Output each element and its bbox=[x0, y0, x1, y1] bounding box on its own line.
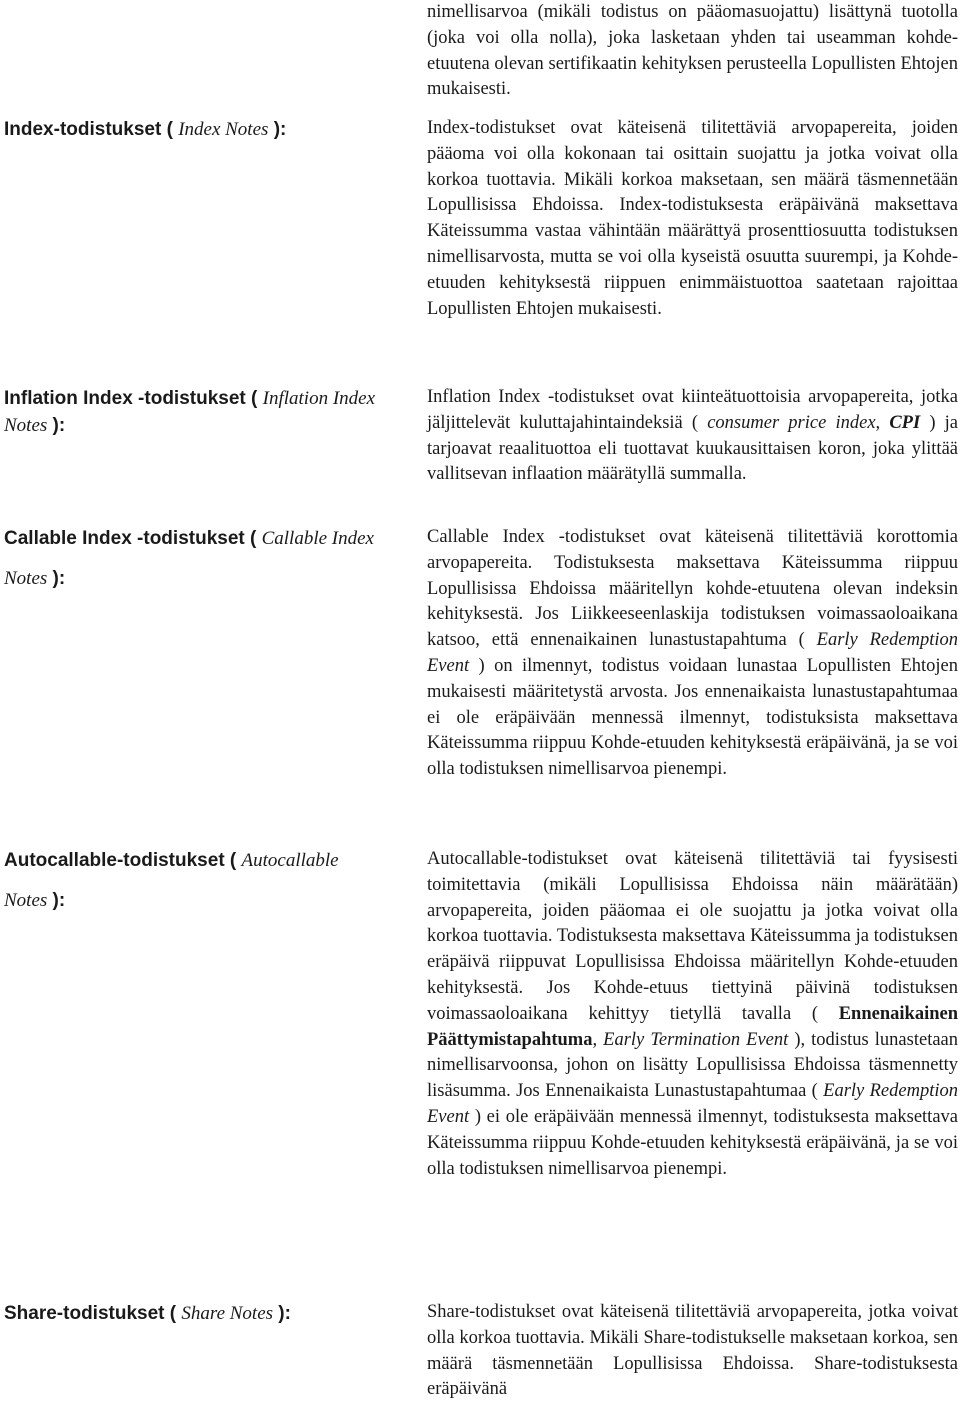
entry-description bbox=[427, 385, 958, 488]
text-run: Inflation Index -todistukset ( bbox=[4, 388, 263, 409]
text-run: Index-todistukset ovat käteisenä tilitettäviä arvopapereita, joiden pääoma voi olla kokonaan tai osittain suojattu ja jotka voivat olla korkoa tuottavia. Mikäli korkoa maksetaan, sen määrä täsmennetään Lopullisissa Ehdoissa. Index-todistuksesta eräpäivänä maksettava Käteissumma vastaa vähintään määrättyä prosenttiosuutta todistuksen nimellisarvosta, mutta se voi olla kyseistä osuutta suurempi, ja Kohde-etuuden kehityksestä riippuen enimmäistuottoa saatetaan rajoittaa Lopullisten Ehtojen mukaisesti. bbox=[427, 118, 958, 319]
text-run: Callable Index -todistukset ovat käteisenä tilitettäviä korottomia arvopapereita. Todistuksesta maksettava Käteissumma riippuu Lopullisissa Ehdoissa määritellyn kohde-etuutena olevan indeksin kehityksestä. Jos Liikkeeseenlaskija todistuksen voimassaoloaikana katsoo, että ennenaikainen lunastustapahtuma ( bbox=[427, 527, 958, 651]
text-run: ): bbox=[273, 1303, 291, 1324]
text-run: Callable Index -todistukset ( bbox=[4, 528, 262, 549]
text-run: Share-todistukset ovat käteisenä tilitettäviä arvopapereita, jotka voivat olla korkoa tuottavia. Mikäli Share-todistukselle maksetaan korkoa, sen määrä täsmennetään Lopullisissa Ehdoissa. Share-todistuksesta eräpäivänä bbox=[427, 1302, 958, 1400]
text-run: Share-todistukset ( bbox=[4, 1303, 182, 1324]
text-run: ) ja tarjoavat reaalituottoa eli tuottavat kuukausittaisen koron, joka ylittää vallitsevan inflaation määrätyllä summalla. bbox=[427, 412, 958, 485]
text-run: ) ei ole eräpäivään mennessä ilmennyt, todistuksesta maksettava Käteissumma riippuu Kohde-etuuden kehityksestä eräpäivänä, ja se voi olla todistuksen nimellisarvoa pienempi. bbox=[427, 1106, 958, 1179]
italic-text: Index Notes bbox=[178, 119, 269, 140]
text-run: , bbox=[592, 1029, 604, 1050]
italic-text: consumer price index bbox=[707, 412, 876, 433]
italic-text: Early Redemption Event bbox=[427, 1081, 958, 1127]
text-run: ) on ilmennyt, todistus voidaan lunastaa Lopullisten Ehtojen mukaisesti määritetystä arvosta. Jos ennenaikaista lunastustapahtumaa ei ole eräpäivään mennessä ilmennyt, todistuksista maksettava Käteissumma riippuu Kohde-etuuden kehityksestä eräpäivänä, ja se voi olla todistuksen nimellisarvoa pienempi. bbox=[427, 655, 958, 780]
entry-description bbox=[427, 116, 958, 322]
text-run: ): bbox=[47, 890, 66, 911]
text-run: Autocallable-todistukset ovat käteisenä tilitettäviä tai fyysisesti toimitettavia (mikäli Lopullisissa Ehdoissa näin määrätään) arvopapereita, joiden pääomaa ei ole suojattu ja jotka voivat olla korkoa tuottavia. Todistuksesta maksettava Käteissumma ja todistuksen eräpäivä riippuvat Lopullisissa Ehdoissa määritellyn Kohde-etuuden kehityksestä. Jos Kohde-etuus tiettyinä päivinä todistuksen voimassaoloaikana kehittyy tietyllä tavalla ( bbox=[427, 849, 958, 1024]
entry-description bbox=[427, 1300, 958, 1403]
entry-term bbox=[4, 1300, 409, 1327]
text-run: ): bbox=[47, 415, 66, 436]
text-run: Index-todistukset ( bbox=[4, 119, 179, 140]
italic-text: Share Notes bbox=[181, 1303, 274, 1324]
entry-description bbox=[427, 525, 958, 783]
italic-text: Early Redemption Event bbox=[427, 630, 958, 676]
italic-text: Early Termination Event bbox=[603, 1029, 789, 1050]
text-run: , bbox=[875, 412, 890, 433]
italic-text: Inflation Index Notes bbox=[4, 388, 376, 436]
text-run: nimellisarvoa (mikäli todistus on pääomasuojattu) lisättynä tuotolla (joka voi olla nolla), joka lasketaan yhden tai useamman kohde-etuutena olevan sertifikaatin kehityksen perusteella Lopullisten Ehtojen mukaisesti. bbox=[427, 2, 958, 100]
text-run: Inflation Index -todistukset ovat kiinteätuottoisia arvopapereita, jotka jäljittelevät kuluttajahintaindeksiä ( bbox=[427, 387, 958, 433]
entry-description bbox=[427, 847, 958, 1182]
text-run: ), todistus lunastetaan nimellisarvoonsa, johon on lisätty Lopullisissa Ehdoissa täsmennetty lisäsumma. Jos Ennenaikaista Lunastustapahtumaa ( bbox=[427, 1029, 959, 1102]
entry-term bbox=[4, 841, 384, 921]
text-run: ): bbox=[268, 119, 287, 140]
italic-text: Autocallable Notes bbox=[4, 850, 339, 911]
entry-description bbox=[427, 0, 958, 103]
text-run: Autocallable-todistukset ( bbox=[4, 850, 242, 871]
italic-text: CPI bbox=[889, 412, 921, 433]
entry-term bbox=[4, 116, 409, 143]
entry-term bbox=[4, 519, 374, 599]
italic-text: Callable Index Notes bbox=[4, 528, 374, 589]
text-run: ): bbox=[47, 568, 66, 589]
entry-term bbox=[4, 385, 409, 439]
bold-text: Ennenaikainen Päättymistapahtuma bbox=[427, 1003, 958, 1050]
